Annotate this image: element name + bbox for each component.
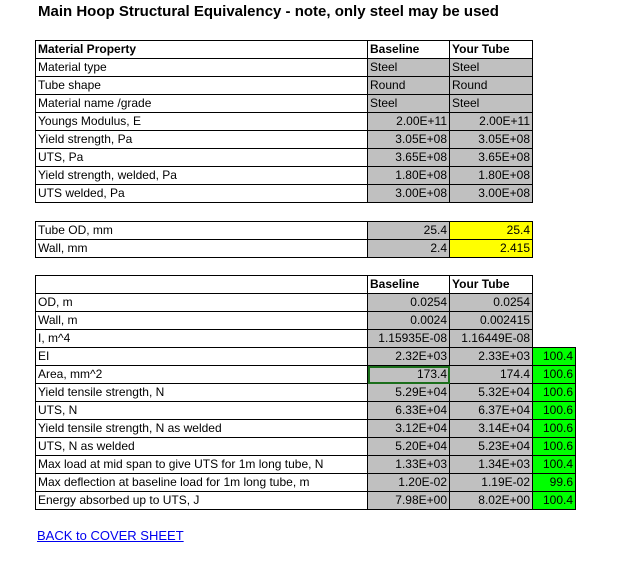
result-label[interactable]: Area, mm^2 <box>36 366 368 384</box>
property-label[interactable]: Youngs Modulus, E <box>36 113 368 131</box>
your-tube-value[interactable]: Steel <box>450 59 533 77</box>
your-tube-value[interactable]: 5.32E+04 <box>450 384 533 402</box>
column-header-your-tube: Your Tube <box>450 41 533 59</box>
dimension-label[interactable]: Tube OD, mm <box>36 222 368 240</box>
baseline-value[interactable]: 6.33E+04 <box>368 402 450 420</box>
your-tube-input[interactable]: 25.4 <box>450 222 533 240</box>
your-tube-value[interactable]: 2.00E+11 <box>450 113 533 131</box>
result-label[interactable]: OD, m <box>36 294 368 312</box>
property-label[interactable]: Yield strength, welded, Pa <box>36 167 368 185</box>
baseline-value[interactable]: 3.00E+08 <box>368 185 450 203</box>
baseline-value[interactable]: Round <box>368 77 450 95</box>
result-label[interactable]: UTS, N as welded <box>36 438 368 456</box>
property-label[interactable]: UTS welded, Pa <box>36 185 368 203</box>
baseline-value[interactable]: Steel <box>368 59 450 77</box>
table-row <box>36 294 576 312</box>
column-header-material-property: Material Property <box>36 41 368 59</box>
sheet-title: Main Hoop Structural Equivalency - note, only steel may be used <box>38 3 499 20</box>
baseline-value[interactable]: 2.32E+03 <box>368 348 450 366</box>
table-row <box>36 420 576 438</box>
percent-of-baseline[interactable]: 100.6 <box>533 402 576 420</box>
table-row <box>36 222 533 240</box>
table-row <box>36 384 576 402</box>
result-label[interactable]: EI <box>36 348 368 366</box>
baseline-value[interactable]: 0.0254 <box>368 294 450 312</box>
back-to-cover-sheet-link[interactable]: BACK to COVER SHEET <box>37 528 184 543</box>
result-label[interactable]: I, m^4 <box>36 330 368 348</box>
percent-of-baseline[interactable]: 100.6 <box>533 420 576 438</box>
table-row <box>36 131 533 149</box>
property-label[interactable]: Material type <box>36 59 368 77</box>
table-row <box>36 167 533 185</box>
table-row <box>36 492 576 510</box>
your-tube-value[interactable]: 0.002415 <box>450 312 533 330</box>
baseline-value[interactable]: 5.20E+04 <box>368 438 450 456</box>
your-tube-value[interactable]: 3.05E+08 <box>450 131 533 149</box>
your-tube-value[interactable]: 3.65E+08 <box>450 149 533 167</box>
your-tube-value[interactable]: 5.23E+04 <box>450 438 533 456</box>
table-row <box>36 438 576 456</box>
table-row <box>36 366 576 384</box>
table-row <box>36 402 576 420</box>
result-label[interactable]: Max deflection at baseline load for 1m long tube, m <box>36 474 368 492</box>
column-header-your-tube: Your Tube <box>450 276 533 294</box>
table-row <box>36 95 533 113</box>
baseline-value[interactable]: 25.4 <box>368 222 450 240</box>
your-tube-value[interactable]: 1.34E+03 <box>450 456 533 474</box>
result-label[interactable]: Wall, m <box>36 312 368 330</box>
table-row <box>36 330 576 348</box>
baseline-value[interactable]: 1.20E-02 <box>368 474 450 492</box>
percent-of-baseline[interactable]: 100.4 <box>533 348 576 366</box>
result-label[interactable]: Yield tensile strength, N <box>36 384 368 402</box>
table-row <box>36 77 533 95</box>
result-label[interactable]: UTS, N <box>36 402 368 420</box>
percent-of-baseline[interactable]: 100.6 <box>533 384 576 402</box>
percent-of-baseline[interactable]: 99.6 <box>533 474 576 492</box>
percent-of-baseline[interactable]: 100.4 <box>533 492 576 510</box>
property-label[interactable]: Material name /grade <box>36 95 368 113</box>
table-row <box>36 312 576 330</box>
baseline-value[interactable]: 5.29E+04 <box>368 384 450 402</box>
table-row <box>36 474 576 492</box>
your-tube-value[interactable]: 1.16449E-08 <box>450 330 533 348</box>
result-label[interactable]: Energy absorbed up to UTS, J <box>36 492 368 510</box>
table-row <box>36 185 533 203</box>
baseline-value[interactable]: 7.98E+00 <box>368 492 450 510</box>
your-tube-value[interactable]: Steel <box>450 95 533 113</box>
your-tube-input[interactable]: 2.415 <box>450 240 533 258</box>
baseline-value[interactable]: 3.05E+08 <box>368 131 450 149</box>
property-label[interactable]: Yield strength, Pa <box>36 131 368 149</box>
baseline-value[interactable]: 2.4 <box>368 240 450 258</box>
your-tube-value[interactable]: 3.00E+08 <box>450 185 533 203</box>
baseline-value[interactable]: 0.0024 <box>368 312 450 330</box>
blank-cell <box>533 330 576 348</box>
blank-cell <box>533 294 576 312</box>
table-row <box>36 149 533 167</box>
your-tube-value[interactable]: 0.0254 <box>450 294 533 312</box>
table-row <box>36 348 576 366</box>
material-properties-table <box>35 40 533 203</box>
baseline-value[interactable]: 3.12E+04 <box>368 420 450 438</box>
table-header-row <box>36 41 533 59</box>
your-tube-value[interactable]: 1.19E-02 <box>450 474 533 492</box>
column-header-baseline: Baseline <box>368 41 450 59</box>
dimension-label[interactable]: Wall, mm <box>36 240 368 258</box>
baseline-value[interactable]: 1.80E+08 <box>368 167 450 185</box>
blank-cell <box>533 276 576 294</box>
table-row <box>36 240 533 258</box>
table-row <box>36 113 533 131</box>
percent-of-baseline[interactable]: 100.4 <box>533 456 576 474</box>
property-label[interactable]: Tube shape <box>36 77 368 95</box>
baseline-value[interactable]: 173.4 <box>368 366 450 384</box>
your-tube-value[interactable]: 1.80E+08 <box>450 167 533 185</box>
your-tube-value[interactable]: 2.33E+03 <box>450 348 533 366</box>
baseline-value[interactable]: Steel <box>368 95 450 113</box>
empty-header-cell <box>36 276 368 294</box>
your-tube-value[interactable]: 6.37E+04 <box>450 402 533 420</box>
tube-dimensions-table <box>35 221 533 258</box>
baseline-value[interactable]: 3.65E+08 <box>368 149 450 167</box>
your-tube-value[interactable]: 3.14E+04 <box>450 420 533 438</box>
your-tube-value[interactable]: 8.02E+00 <box>450 492 533 510</box>
your-tube-value[interactable]: 174.4 <box>450 366 533 384</box>
table-header-row <box>36 276 576 294</box>
your-tube-value[interactable]: Round <box>450 77 533 95</box>
percent-of-baseline[interactable]: 100.6 <box>533 366 576 384</box>
baseline-value[interactable]: 1.33E+03 <box>368 456 450 474</box>
table-row <box>36 59 533 77</box>
result-label[interactable]: Max load at mid span to give UTS for 1m long tube, N <box>36 456 368 474</box>
baseline-value[interactable]: 1.15935E-08 <box>368 330 450 348</box>
column-header-baseline: Baseline <box>368 276 450 294</box>
result-label[interactable]: Yield tensile strength, N as welded <box>36 420 368 438</box>
table-row <box>36 456 576 474</box>
property-label[interactable]: UTS, Pa <box>36 149 368 167</box>
percent-of-baseline[interactable]: 100.6 <box>533 438 576 456</box>
results-table <box>35 275 576 510</box>
baseline-value[interactable]: 2.00E+11 <box>368 113 450 131</box>
blank-cell <box>533 312 576 330</box>
